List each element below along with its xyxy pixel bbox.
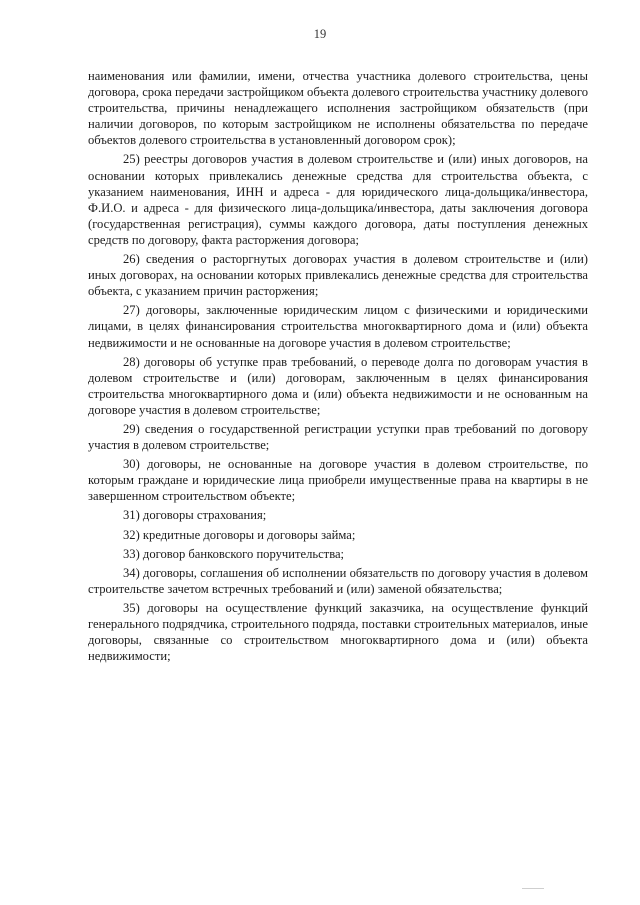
list-item-32: 32) кредитные договоры и договоры займа; <box>123 527 356 542</box>
scan-artifact <box>522 888 544 889</box>
list-item-28: 28) договоры об уступке прав требований, о переводе долга по договорам участия в долевом строительстве и (или) договорам, заключенным в целях финансирования строительства многоквартирного дома и (или) объекта недвижимости и не основанным на договоре участия в долевом строительстве; <box>88 354 588 417</box>
list-item-34: 34) договоры, соглашения об исполнении обязательств по договору участия в долевом строительстве зачетом встречных требований и (или) заменой обязательства; <box>88 565 588 596</box>
list-item-33: 33) договор банковского поручительства; <box>123 546 345 561</box>
list-item-27: 27) договоры, заключенные юридическим лицом с физическими и юридическими лицами, в целях финансирования строительства многоквартирного дома и (или) объекта недвижимости и не основанные на договоре участия в долевом строительстве; <box>88 303 588 350</box>
document-body <box>88 68 588 667</box>
list-item-30: 30) договоры, не основанные на договоре участия в долевом строительстве, по которым граждане и юридические лица приобрели имущественные права на квартиры в не завершенном строительством объекте; <box>88 457 588 504</box>
list-item-25: 25) реестры договоров участия в долевом строительстве и (или) иных договоров, на основании которых привлекались денежные средства для строительства объекта, с указанием наименования, ИНН и адреса - для юридического лица-дольщика/инвестора, Ф.И.О. и адреса - для физического лица-дольщика/инвестора, даты заключения договора (государственная регистрация), суммы каждого договора, даты поступления денежных средств по договору, факта расторжения договора; <box>88 152 588 247</box>
paragraph-continuation: наименования или фамилии, имени, отчества участника долевого строительства, цены договора, срока передачи застройщиком объекта долевого строительства участнику долевого строительства, причины ненадлежащего исполнения застройщиком обязательств (при наличии договоров, по которым застройщиком не исполнены обязательства по передаче объектов долевого строительства в установленный договором срок); <box>88 69 588 148</box>
list-item-35: 35) договоры на осуществление функций заказчика, на осуществление функций генерального подрядчика, строительного подряда, поставки строительных материалов, иные договоры, связанные со строительством многоквартирного дома и (или) объекта недвижимости; <box>88 600 588 664</box>
list-item-29: 29) сведения о государственной регистрации уступки прав требований по договору участия в долевом строительстве; <box>88 421 588 453</box>
list-item-31: 31) договоры страхования; <box>123 508 267 523</box>
list-item-26: 26) сведения о расторгнутых договорах участия в долевом строительстве и (или) иных договорах, на основании которых привлекались денежные средства для строительства объекта, с указанием причин расторжения; <box>88 252 588 299</box>
page-number: 19 <box>313 27 327 41</box>
